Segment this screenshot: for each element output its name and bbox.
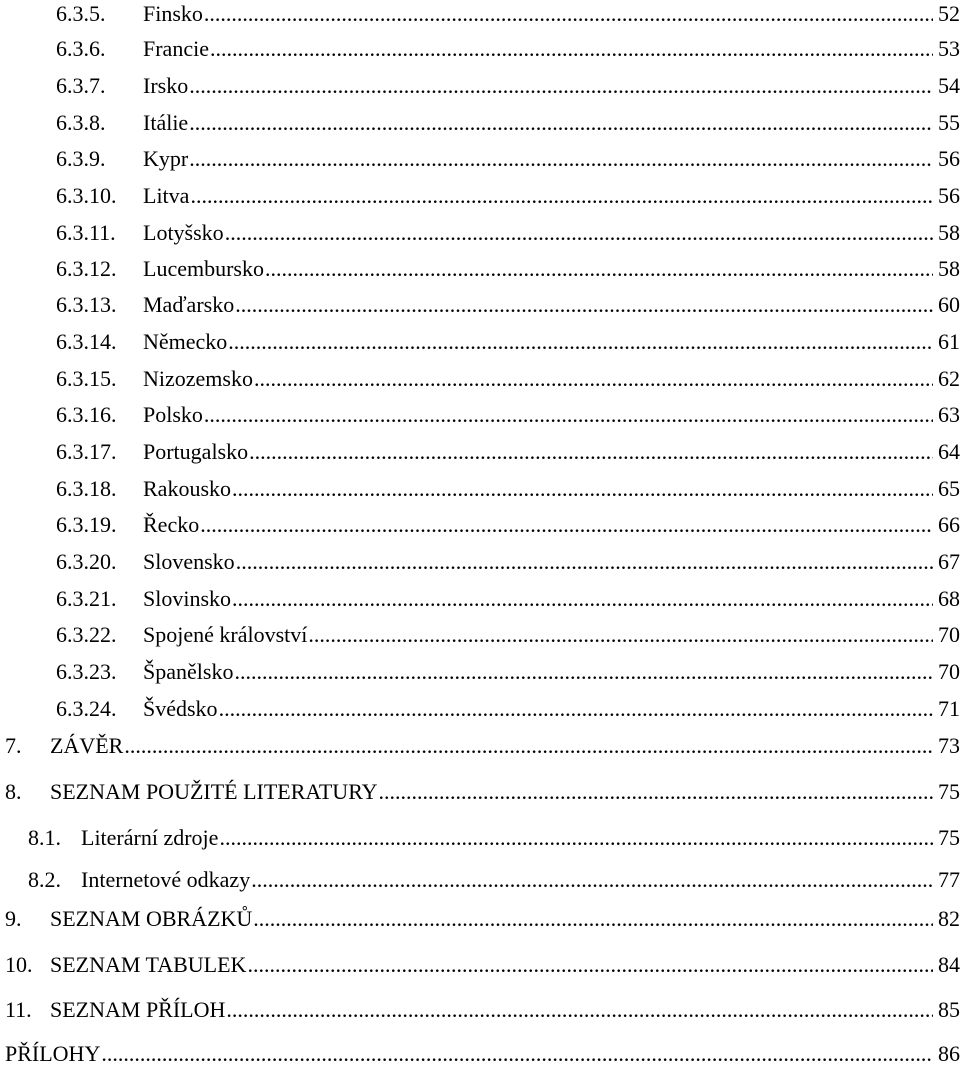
- toc-dot-leader: [249, 439, 933, 465]
- toc-entry-title: ZÁVĚR: [50, 733, 124, 758]
- toc-entry-title: Lucembursko: [143, 256, 264, 281]
- toc-entry[interactable]: [5, 997, 960, 1023]
- toc-entry[interactable]: [28, 867, 960, 893]
- toc-entry-page: 77: [938, 867, 960, 892]
- toc-entry-number: 6.3.5.: [56, 1, 106, 26]
- toc-entry-page: 61: [938, 329, 960, 354]
- toc-entry-page: 82: [938, 906, 960, 931]
- toc-entry-title: SEZNAM TABULEK: [50, 952, 247, 977]
- toc-entry-title: Švédsko: [143, 696, 218, 721]
- toc-entry-page: 60: [938, 292, 960, 317]
- toc-entry-number: 9.: [5, 906, 22, 931]
- toc-entry-page: 62: [938, 366, 960, 391]
- toc-entry-number: 6.3.13.: [56, 292, 117, 317]
- toc-entry-number: 8.1.: [28, 825, 61, 850]
- toc-entry-page: 68: [938, 586, 960, 611]
- toc-entry-title: Maďarsko: [143, 292, 235, 317]
- toc-entry[interactable]: [5, 952, 960, 978]
- toc-dot-leader: [253, 906, 933, 932]
- toc-entry[interactable]: [56, 366, 960, 392]
- toc-dot-leader: [308, 622, 933, 648]
- toc-entry-number: 8.2.: [28, 867, 61, 892]
- toc-entry-title: PŘÍLOHY: [5, 1041, 101, 1066]
- toc-entry-title: Řecko: [143, 512, 200, 537]
- toc-entry-page: 52: [938, 1, 960, 26]
- toc-entry[interactable]: [56, 146, 960, 172]
- toc-dot-leader: [189, 110, 933, 136]
- toc-entry[interactable]: [56, 220, 960, 246]
- toc-entry-title: SEZNAM OBRÁZKŮ: [50, 906, 253, 931]
- toc-entry-number: 8.: [5, 779, 22, 804]
- toc-entry[interactable]: [56, 659, 960, 685]
- toc-entry-title: Portugalsko: [143, 439, 249, 464]
- toc-entry-page: 86: [938, 1041, 960, 1066]
- toc-entry-page: 58: [938, 256, 960, 281]
- toc-entry[interactable]: [56, 512, 960, 538]
- toc-entry-number: 6.3.21.: [56, 586, 117, 611]
- toc-entry[interactable]: [56, 402, 960, 428]
- toc-entry-number: 6.3.12.: [56, 256, 117, 281]
- toc-entry-page: 53: [938, 36, 960, 61]
- toc-entry[interactable]: [5, 906, 960, 932]
- toc-entry-number: 6.3.23.: [56, 659, 117, 684]
- toc-dot-leader: [204, 402, 933, 428]
- toc-entry-number: 11.: [5, 997, 32, 1022]
- toc-dot-leader: [210, 36, 933, 62]
- toc-entry[interactable]: [56, 256, 960, 282]
- toc-entry-number: 7.: [5, 733, 22, 758]
- toc-entry-title: Internetové odkazy: [81, 867, 251, 892]
- toc-entry[interactable]: [56, 549, 960, 575]
- toc-entry-page: 63: [938, 402, 960, 427]
- toc-dot-leader: [235, 292, 933, 318]
- toc-entry-number: 6.3.19.: [56, 512, 117, 537]
- toc-entry-number: 6.3.22.: [56, 622, 117, 647]
- toc-entry-title: Kypr: [143, 146, 189, 171]
- toc-entry-number: 6.3.20.: [56, 549, 117, 574]
- toc-entry[interactable]: [56, 696, 960, 722]
- toc-entry[interactable]: [28, 825, 960, 851]
- toc-entry[interactable]: [56, 439, 960, 465]
- toc-entry[interactable]: [56, 476, 960, 502]
- toc-entry-number: 6.3.18.: [56, 476, 117, 501]
- toc-dot-leader: [236, 549, 933, 575]
- toc-entry-number: 10.: [5, 952, 33, 977]
- toc-entry-page: 75: [938, 825, 960, 850]
- toc-entry-number: 6.3.17.: [56, 439, 117, 464]
- toc-entry[interactable]: [5, 1041, 960, 1067]
- toc-entry-title: SEZNAM POUŽITÉ LITERATURY: [50, 779, 378, 804]
- toc-entry-title: Literární zdroje: [81, 825, 219, 850]
- toc-entry[interactable]: [56, 329, 960, 355]
- toc-entry[interactable]: [56, 586, 960, 612]
- toc-entry-title: Finsko: [143, 1, 203, 26]
- toc-entry-number: 6.3.7.: [56, 73, 106, 98]
- toc-dot-leader: [124, 733, 933, 759]
- toc-dot-leader: [232, 586, 933, 612]
- toc-entry-title: SEZNAM PŘÍLOH: [50, 997, 226, 1022]
- toc-entry-number: 6.3.9.: [56, 146, 106, 171]
- toc-entry-title: Lotyšsko: [143, 220, 224, 245]
- toc-entry-page: 56: [938, 146, 960, 171]
- toc-entry[interactable]: [56, 1, 960, 27]
- toc-entry-title: Německo: [143, 329, 228, 354]
- toc-entry[interactable]: [56, 73, 960, 99]
- toc-entry-page: 54: [938, 73, 960, 98]
- toc-entry-title: Litva: [143, 183, 190, 208]
- toc-entry-page: 56: [938, 183, 960, 208]
- toc-entry[interactable]: [56, 292, 960, 318]
- toc-entry-page: 75: [938, 779, 960, 804]
- toc-entry-title: Nizozemsko: [143, 366, 253, 391]
- toc-dot-leader: [219, 825, 933, 851]
- toc-dot-leader: [204, 1, 933, 27]
- toc-dot-leader: [200, 512, 933, 538]
- toc-entry-title: Slovensko: [143, 549, 235, 574]
- toc-entry-number: 6.3.15.: [56, 366, 117, 391]
- toc-entry-number: 6.3.8.: [56, 110, 106, 135]
- toc-dot-leader: [379, 779, 933, 805]
- toc-entry-page: 58: [938, 220, 960, 245]
- toc-entry-title: Spojené království: [143, 622, 308, 647]
- toc-entry-title: Irsko: [143, 73, 189, 98]
- toc-entry-page: 84: [938, 952, 960, 977]
- toc-dot-leader: [232, 476, 933, 502]
- toc-entry-title: Rakousko: [143, 476, 231, 501]
- toc-entry-number: 6.3.14.: [56, 329, 117, 354]
- toc-entry-page: 64: [938, 439, 960, 464]
- toc-entry-number: 6.3.11.: [56, 220, 116, 245]
- toc-entry-page: 65: [938, 476, 960, 501]
- toc-entry-page: 67: [938, 549, 960, 574]
- toc-entry-number: 6.3.24.: [56, 696, 117, 721]
- toc-dot-leader: [225, 220, 933, 246]
- toc-entry[interactable]: [56, 622, 960, 648]
- toc-entry[interactable]: [5, 733, 960, 759]
- toc-entry-page: 85: [938, 997, 960, 1022]
- toc-entry-title: Itálie: [143, 110, 189, 135]
- toc-entry-title: Polsko: [143, 402, 203, 427]
- toc-entry-title: Slovinsko: [143, 586, 232, 611]
- toc-dot-leader: [247, 952, 933, 978]
- toc-entry[interactable]: [56, 183, 960, 209]
- toc-entry-number: 6.3.6.: [56, 36, 106, 61]
- toc-dot-leader: [228, 329, 933, 355]
- toc-entry-number: 6.3.16.: [56, 402, 117, 427]
- toc-dot-leader: [189, 73, 933, 99]
- toc-entry-page: 70: [938, 659, 960, 684]
- toc-entry-page: 55: [938, 110, 960, 135]
- toc-entry-title: Francie: [143, 36, 209, 61]
- toc-entry[interactable]: [56, 110, 960, 136]
- toc-dot-leader: [254, 366, 933, 392]
- toc-entry-page: 71: [938, 696, 960, 721]
- toc-entry-page: 73: [938, 733, 960, 758]
- toc-entry[interactable]: [56, 36, 960, 62]
- toc-dot-leader: [265, 256, 933, 282]
- toc-entry[interactable]: [5, 779, 960, 805]
- toc-entry-title: Španělsko: [143, 659, 234, 684]
- toc-dot-leader: [101, 1041, 933, 1067]
- toc-dot-leader: [219, 696, 933, 722]
- toc-dot-leader: [251, 867, 933, 893]
- toc-entry-page: 70: [938, 622, 960, 647]
- toc-dot-leader: [234, 659, 933, 685]
- toc-dot-leader: [226, 997, 933, 1023]
- toc-dot-leader: [190, 183, 933, 209]
- toc-dot-leader: [189, 146, 933, 172]
- toc-entry-number: 6.3.10.: [56, 183, 117, 208]
- toc-entry-page: 66: [938, 512, 960, 537]
